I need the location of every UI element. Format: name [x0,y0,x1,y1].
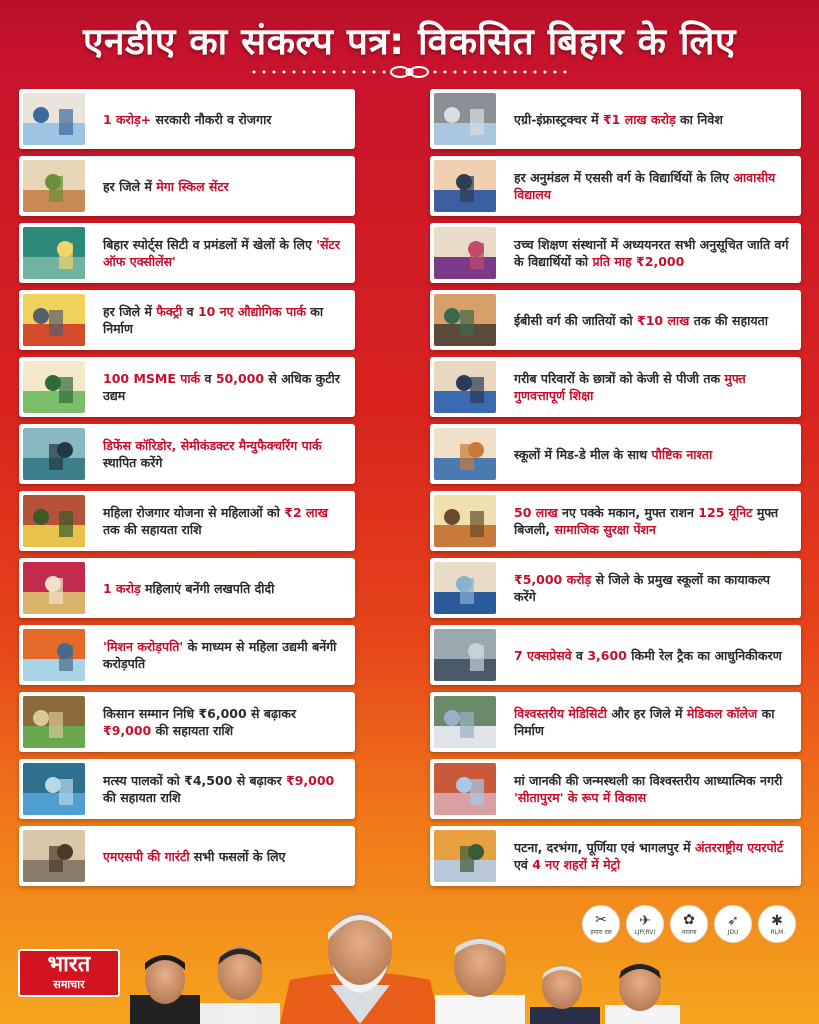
left-card-photo [23,763,85,815]
highlight-text: डिफेंस कॉरिडोर, सेमीकंडक्टर मैन्युफैक्चरिंग पार्क [103,438,322,453]
page-title: एनडीए का संकल्प पत्र: विकसित बिहार के लिए [83,20,736,63]
body-text: नए पक्के मकान, मुफ्त राशन [557,505,699,520]
body-text: हर अनुमंडल में एससी वर्ग के विद्यार्थियों के लिए [514,170,734,185]
body-text: की सहायता राशि [151,723,234,738]
right-card-6 [430,424,801,484]
highlight-text: 1 करोड़+ [103,111,152,127]
bharat-samachar-logo [18,949,120,997]
left-card-photo [23,629,85,681]
party-label: RLM [770,928,784,936]
left-card-1 [19,89,355,149]
body-text: का निवेश [675,111,723,127]
body-text: स्कूलों में मिड-डे मील के साथ [514,446,652,462]
right-card-10 [430,692,801,752]
body-text: बिहार स्पोर्ट्स सिटी व प्रमंडलों में खेलों के लिए [103,237,317,252]
right-card-text [514,839,801,873]
body-text: एवं [514,857,533,872]
highlight-text: ₹9,000 [103,723,152,738]
party-label: JDU [727,928,739,936]
left-card-5 [19,357,355,417]
left-card-photo [23,227,85,279]
left-card-text [103,504,355,538]
left-card-3 [19,223,355,283]
right-card-9 [430,625,801,685]
highlight-text: आवासीय विद्यालय [514,170,776,202]
highlight-text: एमएसपी की गारंटी [103,848,190,864]
highlight-text: 4 नए शहरों में मेट्रो [532,857,621,872]
highlight-text: 3,600 [587,647,627,663]
left-card-photo [23,495,85,547]
highlight-text: 50 लाख [514,505,558,520]
body-text: सरकारी नौकरी व रोजगार [151,111,272,127]
body-text: मुफ्त बिजली, [514,505,779,537]
party-symbol-2 [626,905,664,943]
right-card-1 [430,89,801,149]
right-card-photo [434,830,496,882]
left-card-photo [23,830,85,882]
highlight-text: ₹2 लाख [284,505,328,520]
right-card-text [514,236,801,270]
body-text: उच्च शिक्षण संस्थानों में अध्ययनरत सभी अनुसूचित जाति वर्ग के विद्यार्थियों को [514,237,789,269]
highlight-text: प्रति माह ₹2,000 [592,254,685,269]
body-text: हर जिले में [103,304,157,319]
highlight-text: 'सीतापुरम' के रूप में विकास [514,790,647,805]
left-card-text [103,111,279,128]
right-card-photo [434,629,496,681]
right-card-photo [434,562,496,614]
body-text: ईबीसी वर्ग की जातियों को [514,312,637,328]
highlight-text: फैक्ट्री [156,304,183,319]
highlight-text: ₹1 लाख करोड़ [602,111,676,127]
right-card-12 [430,826,801,886]
right-card-text [514,370,801,404]
left-card-photo [23,93,85,145]
party-symbol-4 [714,905,752,943]
highlight-text: अंतरराष्ट्रीय एयरपोर्ट [694,840,784,855]
body-text: के माध्यम से महिला उद्यमी बनेंगी करोड़पति [103,639,337,671]
body-text: गरीब परिवारों के छात्रों को केजी से पीजी तक [514,371,725,386]
right-card-photo [434,696,496,748]
body-text: हर जिले में [103,178,157,194]
left-card-text [103,370,355,404]
highlight-text: 125 यूनिट [698,505,753,520]
left-card-11 [19,759,355,819]
left-card-text [103,638,355,672]
body-text: व [182,304,198,319]
highlight-text: मेगा स्किल सेंटर [156,178,229,194]
lotus-icon: ✿ [683,912,695,928]
left-card-9 [19,625,355,685]
left-card-text [103,178,237,195]
body-text: महिला रोजगार योजना से महिलाओं को [103,505,285,520]
right-card-8 [430,558,801,618]
body-text: व [200,371,216,386]
highlight-text: 'सेंटर ऑफ एक्सीलेंस' [103,237,340,269]
left-card-10 [19,692,355,752]
left-card-text [103,303,355,337]
left-card-text [103,848,293,865]
left-card-4 [19,290,355,350]
highlight-text: मेडिकल कॉलेज [686,706,758,721]
highlight-text: 1 करोड़ [103,580,141,596]
party-symbol-1 [582,905,620,943]
highlight-text: ₹9,000 [286,773,335,788]
right-card-11 [430,759,801,819]
right-card-text [514,312,776,329]
right-card-text [514,111,731,128]
highlight-text: ₹5,000 करोड़ [514,572,592,587]
body-text: किसान सम्मान निधि ₹6,000 से बढ़ाकर [103,706,296,721]
highlight-text: सामाजिक सुरक्षा पेंशन [554,522,656,537]
left-card-photo [23,428,85,480]
right-card-photo [434,93,496,145]
arrow-icon: ➶ [727,912,739,929]
left-card-text [103,437,355,471]
left-card-6 [19,424,355,484]
party-label: LJP(RV) [634,928,656,936]
body-text: सभी फसलों के लिए [189,848,286,864]
highlight-text: मुफ्त गुणवत्तापूर्ण शिक्षा [514,371,746,403]
right-card-text [514,705,801,739]
right-card-photo [434,361,496,413]
party-label: हमारा दल [590,929,612,936]
left-card-text [103,236,355,270]
body-text: पटना, दरभंगा, पूर्णिया एवं भागलपुर में [514,840,695,855]
right-card-5 [430,357,801,417]
right-card-7 [430,491,801,551]
left-card-8 [19,558,355,618]
body-text: एग्री-इंफ्रास्ट्रक्चर में [514,111,603,127]
right-card-text [514,647,790,664]
highlight-text: ₹10 लाख [637,312,690,328]
right-card-photo [434,227,496,279]
helicopter-icon: ✈ [639,912,651,929]
highlight-text: 'मिशन करोड़पति' [103,639,184,654]
body-text: किमी रेल ट्रैक का आधुनिकीकरण [626,647,782,663]
right-card-photo [434,294,496,346]
left-card-photo [23,562,85,614]
left-card-photo [23,160,85,212]
party-symbol-3 [670,905,708,943]
highlight-text: 7 एक्सप्रेसवे [514,647,572,663]
right-card-text [514,571,801,605]
body-text: और हर जिले में [607,706,687,721]
party-label: भाजपा [681,929,697,936]
right-card-text [514,504,801,538]
left-card-text [103,580,282,597]
right-card-text [514,772,801,806]
right-card-text [514,446,720,463]
fan-icon: ✱ [771,912,783,929]
body-text: महिलाएं बनेंगी लखपति दीदी [140,580,275,596]
right-card-text [514,169,801,203]
right-card-photo [434,495,496,547]
highlight-text: विश्वस्तरीय मेडिसिटी [514,706,608,721]
party-symbol-5 [758,905,796,943]
body-text: स्थापित करेंगे [103,455,163,470]
body-text: तक की सहायता राशि [103,522,202,537]
right-card-photo [434,763,496,815]
highlight-text: 10 नए औद्योगिक पार्क [197,304,306,319]
right-card-4 [430,290,801,350]
right-card-photo [434,160,496,212]
left-card-photo [23,696,85,748]
left-card-7 [19,491,355,551]
body-text: की सहायता राशि [103,790,181,805]
right-card-photo [434,428,496,480]
body-text: मत्स्य पालकों को ₹4,500 से बढ़ाकर [103,773,286,788]
left-card-12 [19,826,355,886]
highlight-text: पौष्टिक नाश्ता [651,446,713,462]
scissors-icon: ✂ [595,912,607,928]
body-text: से अधिक कुटीर उद्यम [103,371,340,403]
body-text: व [571,647,588,663]
party-symbols [582,905,804,945]
body-text: मां जानकी की जन्मस्थली का विश्वस्तरीय आध्यात्मिक नगरी [514,773,783,788]
logo-sub-text: समाचार [53,978,85,991]
highlight-text: 50,000 [215,371,265,386]
left-card-2 [19,156,355,216]
right-card-3 [430,223,801,283]
body-text: का निर्माण [514,706,775,738]
body-text: से जिले के प्रमुख स्कूलों का कायाकल्प करेंगे [514,572,770,604]
left-card-photo [23,294,85,346]
highlight-text: 100 MSME पार्क [103,371,201,386]
left-card-text [103,705,355,739]
body-text: का निर्माण [103,304,324,336]
logo-main-text: भारत [47,952,91,977]
ornament-divider [250,64,569,80]
right-card-2 [430,156,801,216]
body-text: तक की सहायता [689,312,768,328]
left-card-text [103,772,355,806]
left-card-photo [23,361,85,413]
